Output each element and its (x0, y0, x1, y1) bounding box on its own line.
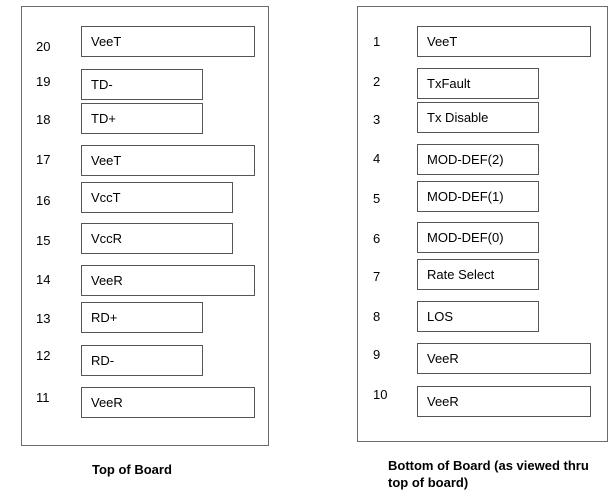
pin-signal-box: MOD-DEF(1) (417, 181, 539, 212)
pin-signal-box: VeeR (81, 387, 255, 418)
bottom-of-board-caption: Bottom of Board (as viewed thru top of board) (388, 458, 589, 490)
pin-signal-box: VccR (81, 223, 233, 254)
pin-number: 3 (373, 112, 381, 127)
pin-signal-box: VeeR (417, 343, 591, 374)
pin-signal-box: Rate Select (417, 259, 539, 290)
pin-number: 15 (36, 233, 51, 248)
pin-number: 17 (36, 152, 51, 167)
pin-signal-box: TxFault (417, 68, 539, 99)
pin-number: 12 (36, 348, 51, 363)
pin-number: 6 (373, 231, 381, 246)
pin-number: 5 (373, 191, 381, 206)
pin-number: 14 (36, 272, 51, 287)
pin-number: 10 (373, 387, 388, 402)
pin-signal-box: VeeT (81, 145, 255, 176)
pin-signal-box: TD+ (81, 103, 203, 134)
pin-signal-box: RD- (81, 345, 203, 376)
pin-signal-box: VeeT (417, 26, 591, 57)
pin-signal-box: RD+ (81, 302, 203, 333)
pin-number: 7 (373, 269, 381, 284)
top-of-board-panel (21, 6, 269, 446)
pin-signal-box: MOD-DEF(2) (417, 144, 539, 175)
bottom-of-board-panel (357, 6, 608, 442)
pin-signal-box: TD- (81, 69, 203, 100)
pin-number: 11 (36, 390, 50, 405)
pin-number: 16 (36, 193, 51, 208)
pin-number: 4 (373, 151, 381, 166)
pin-signal-box: Tx Disable (417, 102, 539, 133)
pin-signal-box: VeeT (81, 26, 255, 57)
pin-signal-box: VeeR (417, 386, 591, 417)
pin-number: 13 (36, 311, 51, 326)
pin-number: 1 (373, 34, 381, 49)
pin-number: 9 (373, 347, 381, 362)
pin-signal-box: MOD-DEF(0) (417, 222, 539, 253)
pin-signal-box: VccT (81, 182, 233, 213)
top-of-board-caption: Top of Board (92, 462, 172, 477)
pin-number: 2 (373, 74, 381, 89)
pin-number: 18 (36, 112, 51, 127)
pin-signal-box: LOS (417, 301, 539, 332)
pin-number: 20 (36, 39, 51, 54)
pin-signal-box: VeeR (81, 265, 255, 296)
pin-number: 8 (373, 309, 381, 324)
pin-number: 19 (36, 74, 51, 89)
